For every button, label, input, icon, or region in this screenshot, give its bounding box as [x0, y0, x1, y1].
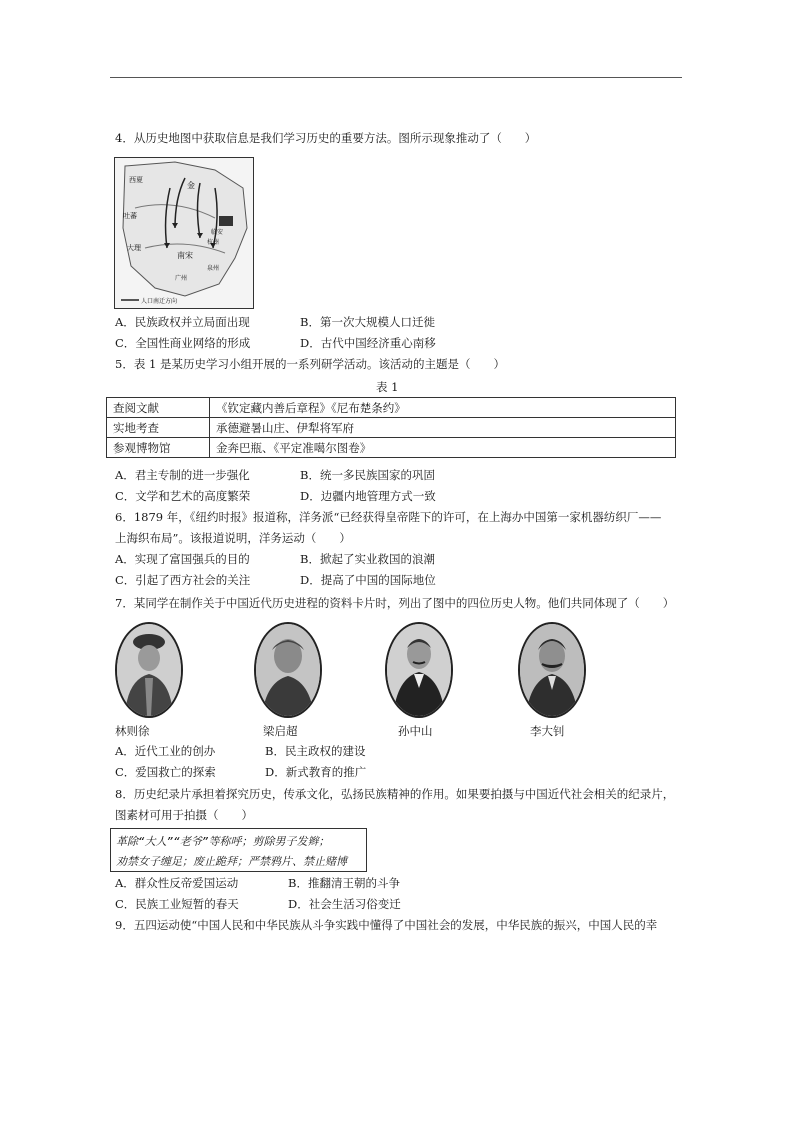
q8-option-b[interactable]: B．推翻清王朝的斗争 — [288, 876, 400, 890]
portrait-sun-yatsen — [385, 622, 453, 718]
q8-material-box — [110, 828, 367, 872]
q5-option-a[interactable]: A．君主专制的进一步强化 — [115, 468, 250, 482]
q5-option-b[interactable]: B．统一多民族国家的巩固 — [300, 468, 435, 482]
table-cell: 实地考查 — [107, 418, 210, 438]
map-legend: 人口南迁方向 — [141, 298, 178, 305]
q4-option-b[interactable]: B．第一次大规模人口迁徙 — [300, 315, 435, 329]
q4-option-a[interactable]: A．民族政权并立局面出现 — [115, 315, 250, 329]
table-cell: 金奔巴瓶、《平定准噶尔图卷》 — [210, 438, 676, 458]
portrait-figure-icon — [256, 624, 320, 716]
map-label: 大理 — [127, 244, 141, 252]
q8-option-d[interactable]: D．社会生活习俗变迁 — [288, 897, 401, 911]
map-label: 西夏 — [129, 176, 143, 184]
table-row — [107, 418, 676, 438]
q8-material-line2: 劝禁女子缠足；废止跪拜；严禁鸦片、禁止赌博 — [116, 855, 347, 868]
table-row — [107, 438, 676, 458]
table-cell: 承德避暑山庄、伊犁将军府 — [210, 418, 676, 438]
q5-stem: 5．表 1 是某历史学习小组开展的一系列研学活动。该活动的主题是（ ） — [115, 357, 505, 371]
map-label: 南宋 — [177, 251, 193, 260]
person-name: 林则徐 — [115, 724, 150, 738]
q6-option-a[interactable]: A．实现了富国强兵的目的 — [115, 552, 250, 566]
map-drawing — [115, 158, 253, 308]
q6-option-c[interactable]: C．引起了西方社会的关注 — [115, 573, 251, 587]
person-name: 孙中山 — [398, 724, 433, 738]
q5-table — [106, 397, 676, 458]
portrait-li-dazhao — [518, 622, 586, 718]
q7-stem: 7．某同学在制作关于中国近代历史进程的资料卡片时，列出了图中的四位历史人物。他们共同体现了（ ） — [115, 596, 675, 610]
portrait-figure-icon — [520, 624, 584, 716]
portrait-figure-icon — [387, 624, 451, 716]
q5-option-c[interactable]: C．文学和艺术的高度繁荣 — [115, 489, 251, 503]
map-label: 临安 — [211, 229, 224, 236]
portrait-figure-icon — [117, 624, 181, 716]
q5-option-d[interactable]: D．边疆内地管理方式一致 — [300, 489, 436, 503]
table-cell: 查阅文献 — [107, 398, 210, 418]
table-row — [107, 398, 676, 418]
q8-stem-line1: 8．历史纪录片承担着探究历史，传承文化，弘扬民族精神的作用。如果要拍摄与中国近代社会相关的纪录片， — [115, 787, 675, 801]
portrait-liang-qichao — [254, 622, 322, 718]
q9-stem-line1: 9．五四运动使“中国人民和中华民族从斗争实践中懂得了中国社会的发展，中华民族的振兴，中国人民的幸 — [115, 918, 658, 932]
q6-option-d[interactable]: D．提高了中国的国际地位 — [300, 573, 436, 587]
map-label: 广州 — [175, 275, 188, 282]
map-label: 杭州 — [207, 239, 220, 246]
q8-option-a[interactable]: A．群众性反帝爱国运动 — [115, 876, 239, 890]
q4-option-d[interactable]: D．古代中国经济重心南移 — [300, 336, 436, 350]
q7-option-a[interactable]: A．近代工业的创办 — [115, 744, 216, 758]
q8-stem-line2: 图素材可用于拍摄（ ） — [115, 808, 253, 822]
table-cell: 《钦定藏内善后章程》《尼布楚条约》 — [210, 398, 676, 418]
q6-stem-line1: 6．1879 年，《纽约时报》报道称，洋务派“已经获得皇帝陛下的许可，在上海办中国第一家机器纺织厂—— — [115, 510, 662, 524]
person-name: 梁启超 — [263, 724, 298, 738]
q7-option-c[interactable]: C．爱国救亡的探索 — [115, 765, 216, 779]
q8-option-c[interactable]: C．民族工业短暂的春天 — [115, 897, 239, 911]
header-rule — [110, 77, 682, 78]
map-label: 泉州 — [207, 265, 220, 272]
q6-stem-line2: 上海织布局”。该报道说明，洋务运动（ ） — [115, 531, 351, 545]
q7-option-b[interactable]: B．民主政权的建设 — [265, 744, 366, 758]
q8-material-line1: 革除“大人”“老爷”等称呼；剪除男子发辫； — [116, 835, 330, 848]
person-name: 李大钊 — [530, 724, 565, 738]
q4-history-map — [114, 157, 254, 309]
q7-option-d[interactable]: D．新式教育的推广 — [265, 765, 367, 779]
q6-option-b[interactable]: B．掀起了实业救国的浪潮 — [300, 552, 435, 566]
map-label: 吐蕃 — [123, 212, 137, 220]
q4-stem: 4．从历史地图中获取信息是我们学习历史的重要方法。图所示现象推动了（ ） — [115, 131, 537, 145]
map-label: 金 — [187, 181, 195, 190]
table-cell: 参观博物馆 — [107, 438, 210, 458]
portrait-lin-zexu — [115, 622, 183, 718]
q5-table-caption: 表 1 — [376, 380, 399, 394]
q4-option-c[interactable]: C．全国性商业网络的形成 — [115, 336, 251, 350]
